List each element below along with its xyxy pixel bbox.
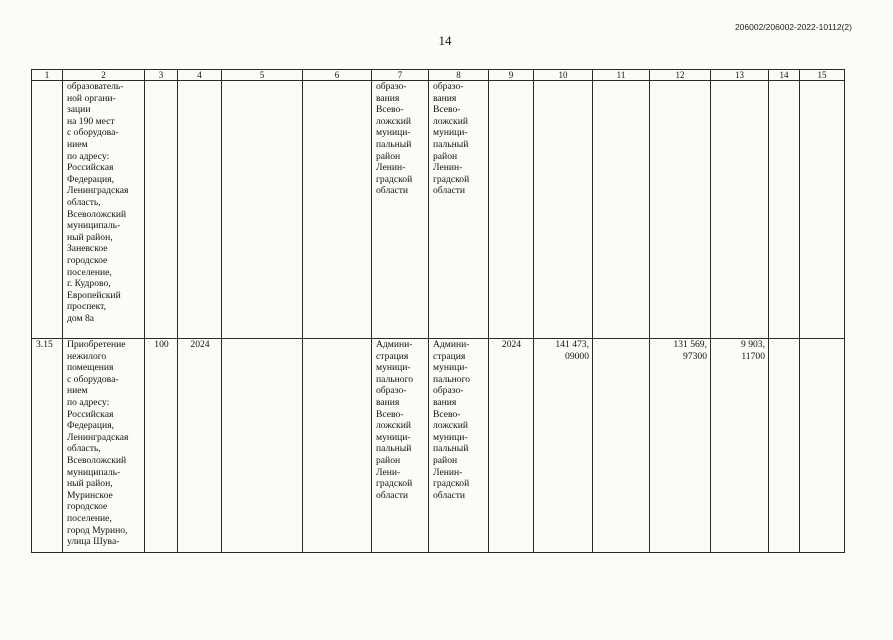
year-cell: 2024: [178, 339, 222, 553]
column-header: 2: [63, 70, 145, 81]
column-number-row: [32, 70, 845, 81]
capacity-cell: 100: [145, 339, 178, 553]
table-cell: [303, 81, 372, 339]
table-cell: [593, 339, 650, 553]
responsible-body-cell: Админи- страция муници- пального образо- вания Всево- ложский муници- пальный район Лени- градской области: [372, 339, 429, 553]
column-header: 1: [32, 70, 63, 81]
customer-cell: Админи- страция муници- пального образо- вания Всево- ложский муници- пальный район Ленин- градской области: [429, 339, 489, 553]
amount-cell: 131 569, 97300: [650, 339, 711, 553]
column-header: 7: [372, 70, 429, 81]
responsible-body-cell: образо- вания Всево- ложский муници- пальный район Ленин- градской области: [372, 81, 429, 339]
table-cell: [178, 81, 222, 339]
table-row: [32, 339, 845, 553]
column-header: 9: [489, 70, 534, 81]
document-registration-code: 206002/206002-2022-10112(2): [734, 22, 852, 32]
table-cell: [593, 81, 650, 339]
column-header: 10: [534, 70, 593, 81]
column-header: 4: [178, 70, 222, 81]
table-cell: [650, 81, 711, 339]
row-number-cell: 3.15: [32, 339, 63, 553]
table-cell: [222, 339, 303, 553]
table-row: [32, 81, 845, 339]
table-cell: [769, 81, 800, 339]
column-header: 6: [303, 70, 372, 81]
table-cell: [534, 81, 593, 339]
column-header: 8: [429, 70, 489, 81]
column-header: 14: [769, 70, 800, 81]
column-header: 15: [800, 70, 845, 81]
object-description-cell: Приобретение нежилого помещения с оборудова- нием по адресу: Российская Федерация, Ленинградская область, Всеволожский муниципаль- ный район, Муринское городское поселение, город Мурино, улица Шува-: [63, 339, 145, 553]
column-header: 11: [593, 70, 650, 81]
table-cell: [489, 81, 534, 339]
column-header: 12: [650, 70, 711, 81]
column-header: 13: [711, 70, 769, 81]
table-cell: [222, 81, 303, 339]
column-header: 5: [222, 70, 303, 81]
table-cell: [800, 81, 845, 339]
table-cell: [711, 81, 769, 339]
budget-table: [31, 69, 845, 553]
customer-cell: образо- вания Всево- ложский муници- пальный район Ленин- градской области: [429, 81, 489, 339]
object-description-cell: образователь- ной органи- зации на 190 мест с оборудова- нием по адресу: Российская Федерация, Ленинградская область, Всеволожский муниципаль- ный район, Заневское городское поселение, г. Кудрово, Европейский проспект, дом 8а: [63, 81, 145, 339]
total-amount-cell: 141 473, 09000: [534, 339, 593, 553]
table-cell: [800, 339, 845, 553]
column-header: 3: [145, 70, 178, 81]
table-cell: [769, 339, 800, 553]
row-number-cell: [32, 81, 63, 339]
page-number: 14: [438, 33, 452, 48]
amount-cell: 9 903, 11700: [711, 339, 769, 553]
year-cell: 2024: [489, 339, 534, 553]
table-cell: [145, 81, 178, 339]
table-cell: [303, 339, 372, 553]
